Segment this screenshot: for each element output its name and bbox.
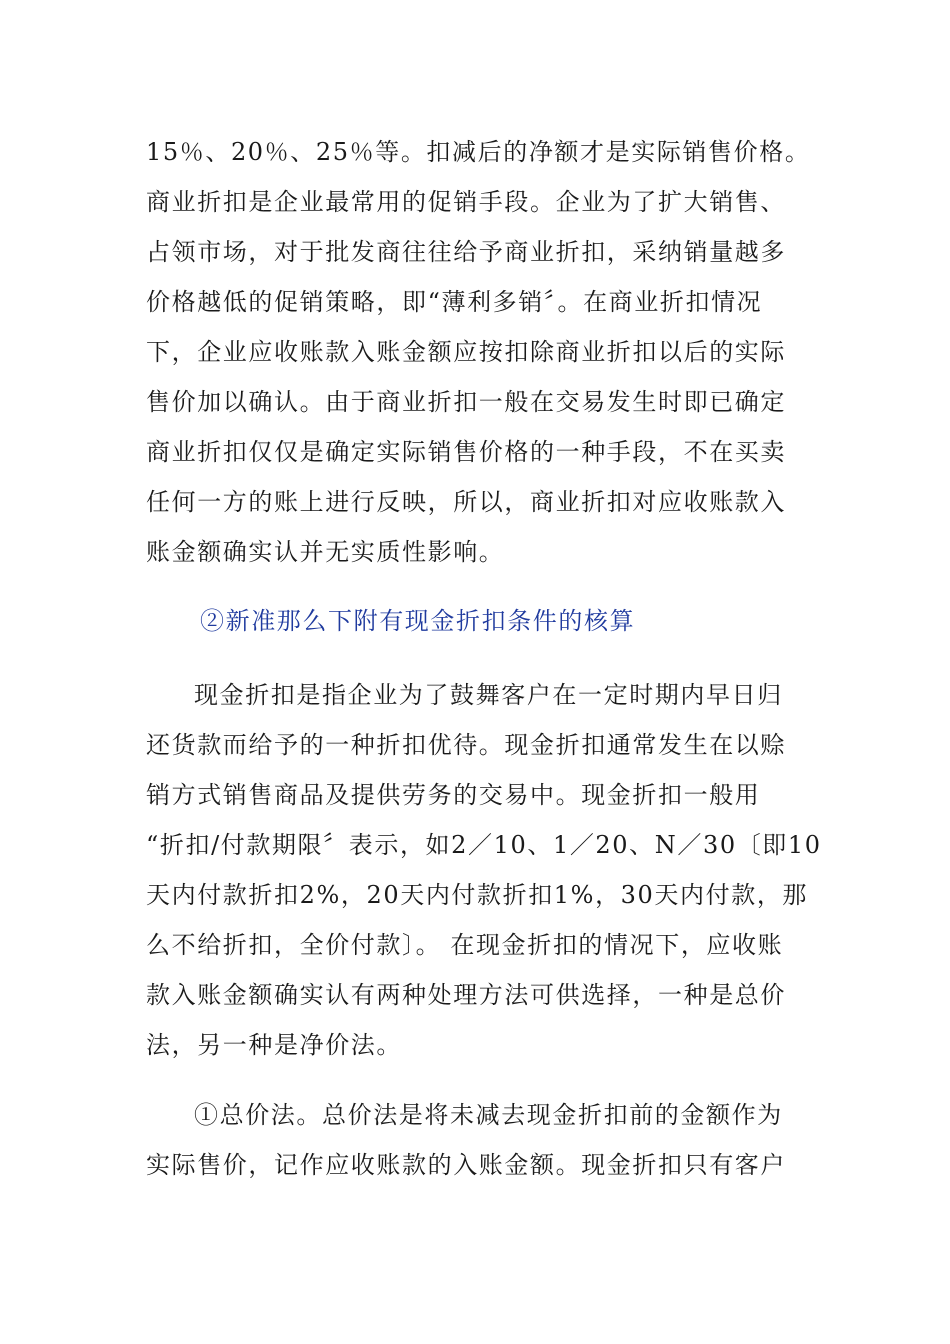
text-line: 账金额确实认并无实质性影响。 [146,538,505,566]
text-line: 占领市场，对于批发商往往给予商业折扣，采纳销量越多 [146,238,786,266]
text-line: 款入账金额确实认有两种处理方法可供选择，一种是总价 [146,981,786,1009]
text-line: 下，企业应收账款入账金额应按扣除商业折扣以后的实际 [146,338,786,366]
text-line: 15％、20％、25％等。扣减后的净额才是实际销售价格。 [146,138,811,166]
text-line: 销方式销售商品及提供劳务的交易中。现金折扣一般用 [146,781,761,809]
text-line: 商业折扣仅仅是确定实际销售价格的一种手段，不在买卖 [146,438,786,466]
text-line: 还货款而给予的一种折扣优待。现金折扣通常发生在以赊 [146,731,786,759]
text-line: 售价加以确认。由于商业折扣一般在交易发生时即已确定 [146,388,786,416]
text-line: 么不给折扣，全价付款〕。 在现金折扣的情况下，应收账 [146,931,784,959]
text-line: 天内付款折扣2%，20天内付款折扣1%，30天内付款，那 [146,881,809,909]
section-heading: ②新准那么下附有现金折扣条件的核算 [200,607,636,635]
text-line: 商业折扣是企业最常用的促销手段。企业为了扩大销售、 [146,188,786,216]
text-line: 现金折扣是指企业为了鼓舞客户在一定时期内早日归 [194,681,783,709]
text-line: 法，另一种是净价法。 [146,1031,402,1059]
text-line: 任何一方的账上进行反映，所以，商业折扣对应收账款入 [146,488,786,516]
text-line: ①总价法。总价法是将未减去现金折扣前的金额作为 [194,1101,783,1129]
text-line: 实际售价，记作应收账款的入账金额。现金折扣只有客户 [146,1151,786,1179]
text-line: 价格越低的促销策略，即“薄利多销〞。在商业折扣情况 [146,288,763,316]
text-line: “折扣/付款期限〞表示，如2／10、1／20、N／30〔即10 [146,831,822,859]
